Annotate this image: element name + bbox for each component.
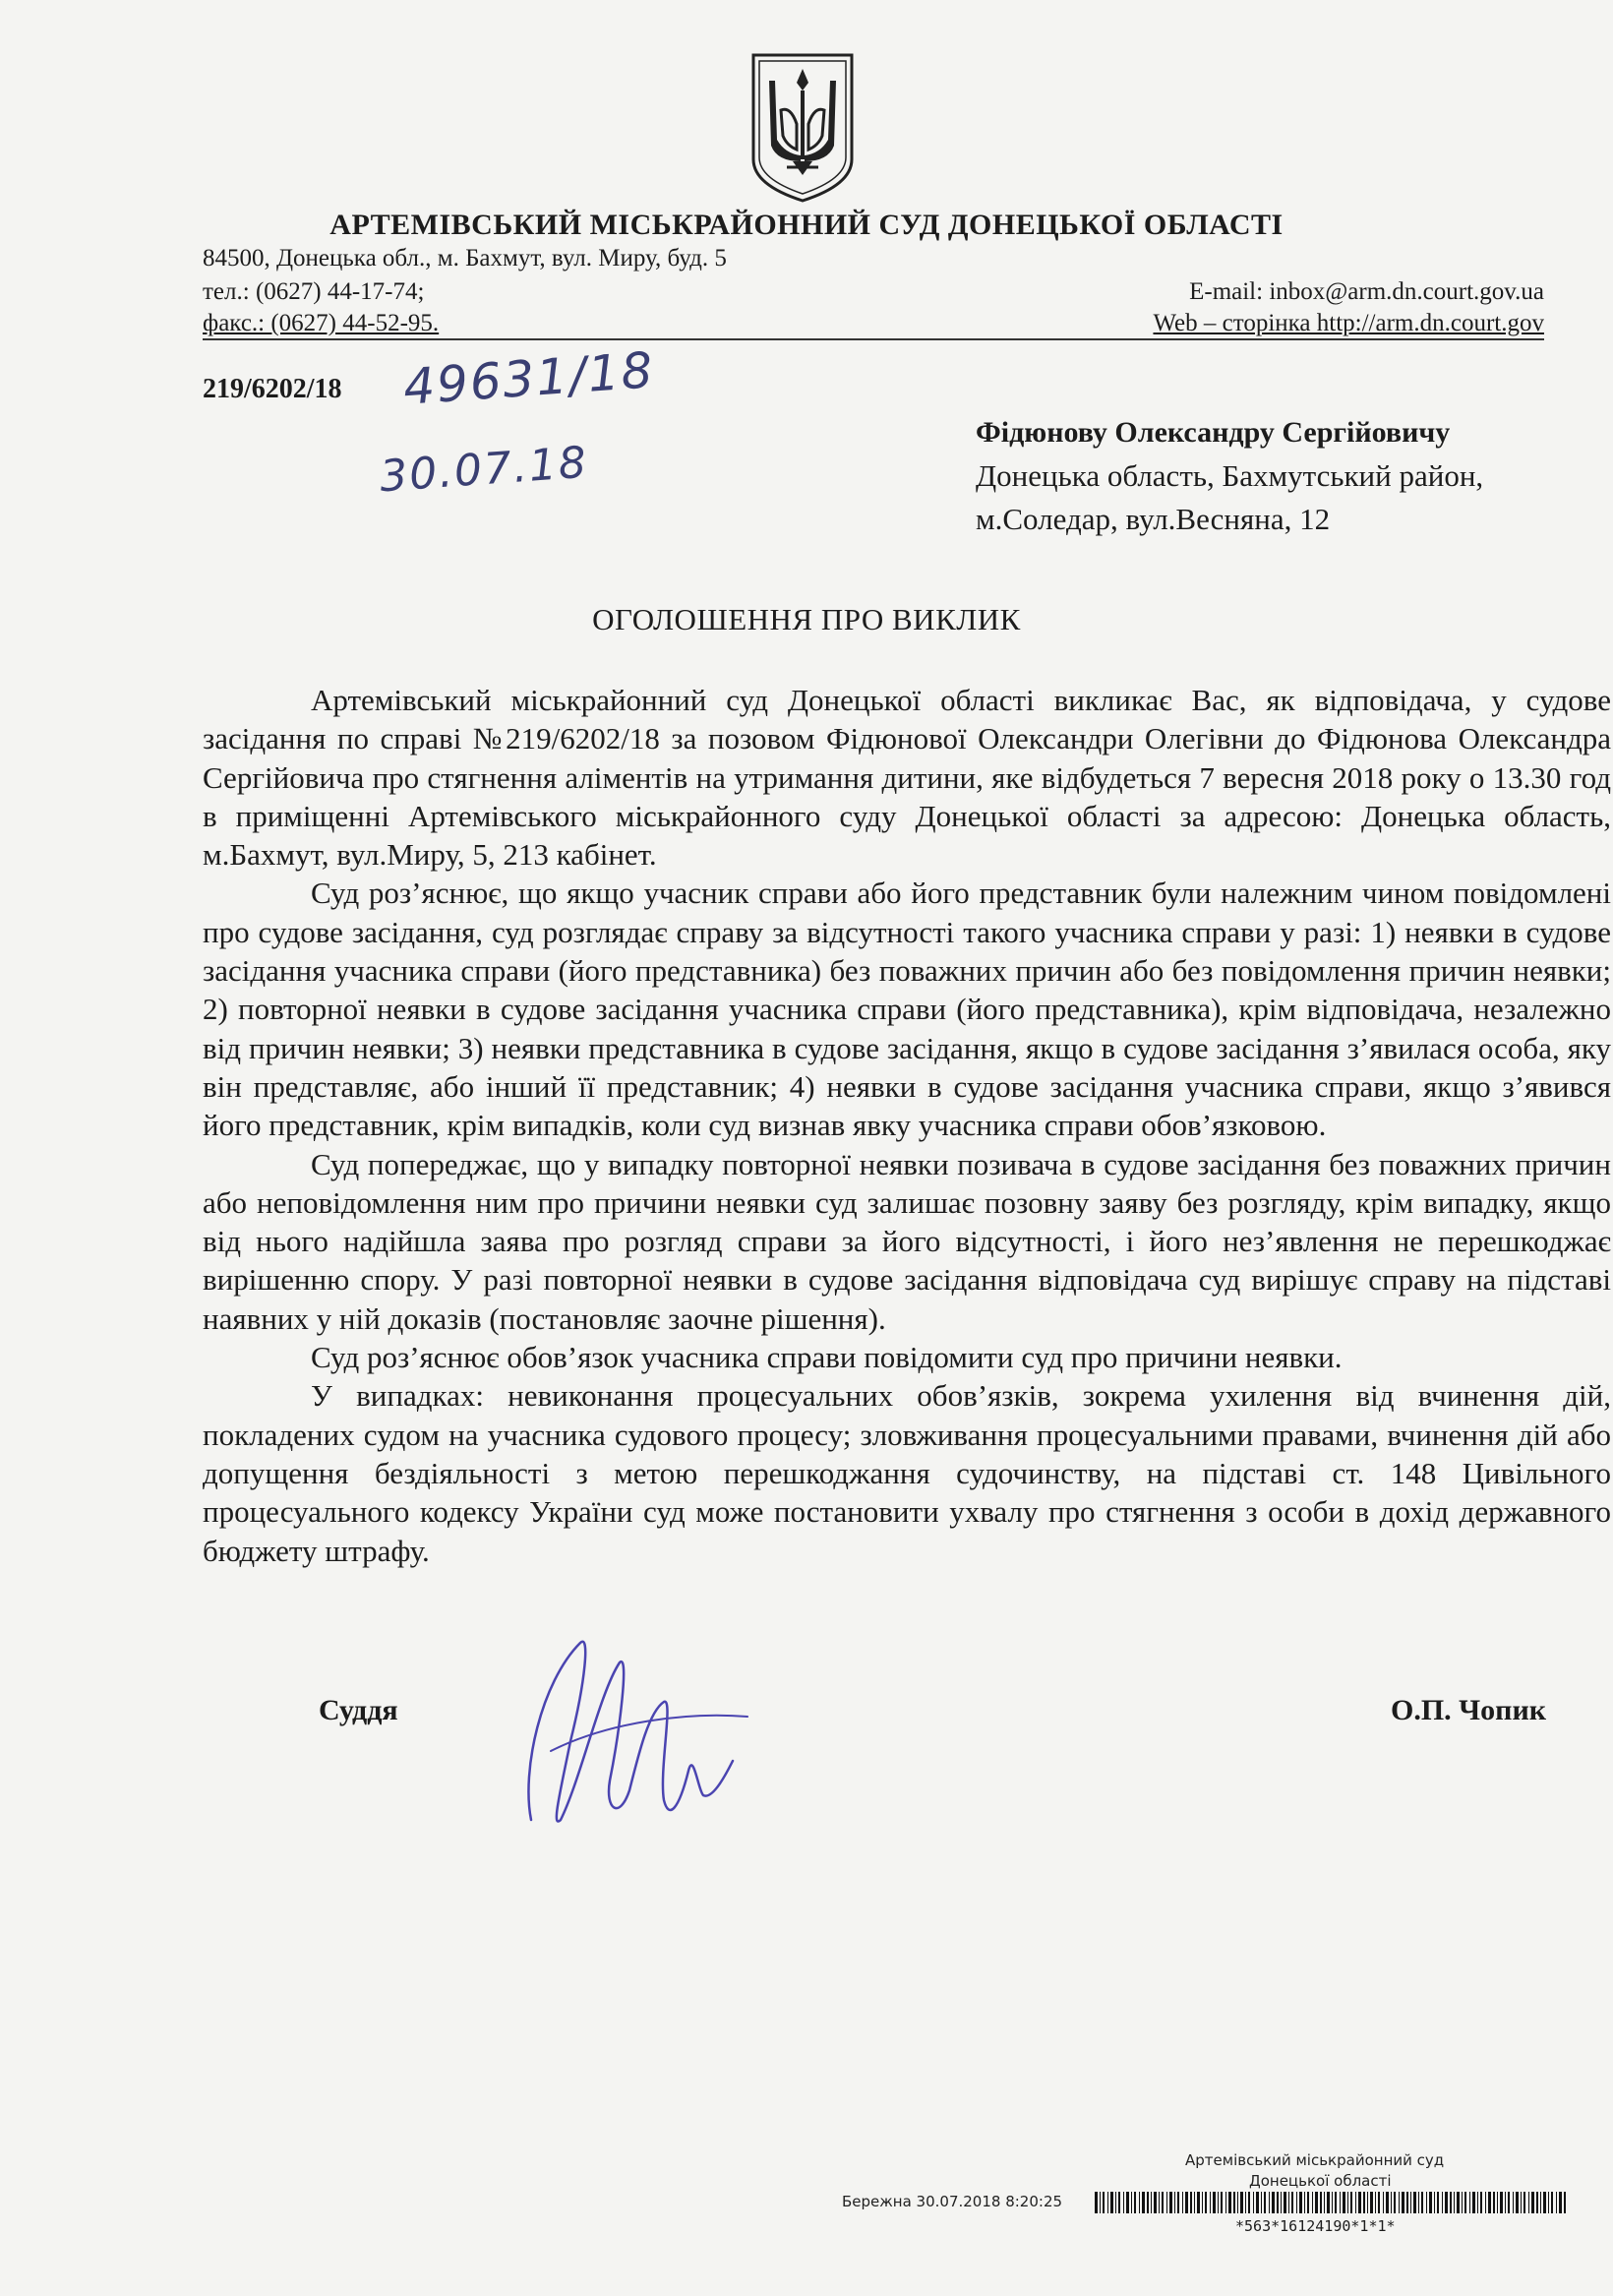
- handwritten-outgoing-number: 49631/18: [401, 341, 657, 416]
- header-divider: [203, 338, 1544, 340]
- case-number: 219/6202/18: [203, 374, 342, 404]
- registration-barcode: [1095, 2192, 1567, 2213]
- recipient-name: Фідюнову Олександру Сергійовичу: [976, 416, 1451, 449]
- court-website: Web – сторінка http://arm.dn.court.gov: [1153, 310, 1544, 336]
- handwritten-date-note: 30.07.18: [378, 437, 590, 503]
- document-title: ОГОЛОШЕННЯ ПРО ВИКЛИК: [592, 602, 1021, 636]
- registration-stamp-org-line1: Артемівський міськрайонний суд: [1185, 2151, 1445, 2169]
- body-paragraph: Суд роз’яснює, що якщо учасник справи або його представник були належним чином повідомлені про судове засідання, суд розглядає справу за відсутності такого учасника справи у разі: 1) неявки в судове засідання учасника справи (його представника) без поважних причин або без повідомлення причин неявки; 2) повторної неявки в судове засідання учасника справи (його представника), крім відповідача, незалежно від причин неявки; 3) неявки представника в судове засідання, якщо в судове засідання з’явилася особа, яку він представляє, або інший її представник; 4) неявки в судове засідання учасника справи, якщо з’явився його представник, крім випадків, коли суд визнав явку учасника справи обов’язковою.: [203, 876, 1611, 1143]
- body-paragraph: У випадках: невиконання процесуальних обов’язків, зокрема ухилення від вчинення дій, покладених судом на учасника судового процесу; зловживання процесуальними правами, вчинення дій або допущення бездіяльності з метою перешкоджання судочинству, на підставі ст. 148 Цивільного процесуального кодексу України суд може постановити ухвалу про стягнення з особи в дохід державного бюджету штрафу.: [203, 1378, 1611, 1568]
- registration-barcode-number: *563*16124190*1*1*: [1235, 2217, 1396, 2235]
- judge-name: О.П. Чопик: [1391, 1694, 1547, 1726]
- handwritten-signature: [492, 1623, 787, 1840]
- body-paragraph: Артемівський міськрайонний суд Донецької області викликає Вас, як відповідача, у судове засідання по справі №219/6202/18 за позовом Фідюнової Олександри Олегівни до Фідюнова Олександра Сергійовича про стягнення аліментів на утримання дитини, яке відбудеться 7 вересня 2018 року о 13.30 год в приміщенні Артемівського міськрайонного суду Донецької області за адресою: Донецька область, м.Бахмут, вул.Миру, 5, 213 кабінет.: [203, 683, 1611, 873]
- body-paragraph: Суд попереджає, що у випадку повторної неявки позивача в судове засідання без поважних причин або неповідомлення ним про причини неявки суд залишає позовну заяву без розгляду, крім випадку, якщо від нього надійшла заява про розгляд справи за його відсутності, і його нез’явлення не перешкоджає вирішенню спору. У разі повторної неявки в судове засідання відповідача суд вирішує справу на підставі наявних у ній доказів (постановляє заочне рішення).: [203, 1146, 1611, 1336]
- registration-stamp-date: Бережна 30.07.2018 8:20:25: [842, 2193, 1063, 2210]
- coat-of-arms-icon: [747, 51, 858, 205]
- registration-stamp-org-line2: Донецької області: [1249, 2172, 1392, 2190]
- court-name: АРТЕМІВСЬКИЙ МІСЬКРАЙОННИЙ СУД ДОНЕЦЬКОЇ ОБЛАСТІ: [329, 209, 1284, 241]
- judge-label: Суддя: [319, 1694, 398, 1726]
- recipient-block: [976, 411, 1585, 541]
- court-email: E-mail: inbox@arm.dn.court.gov.ua: [1189, 278, 1544, 305]
- document-body: [203, 681, 1611, 1570]
- recipient-address-line1: Донецька область, Бахмутський район,: [976, 458, 1484, 493]
- court-address: 84500, Донецька обл., м. Бахмут, вул. Миру, буд. 5: [203, 245, 727, 272]
- body-paragraph: Суд роз’яснює обов’язок учасника справи повідомити суд про причини неявки.: [311, 1340, 1343, 1375]
- court-fax: факс.: (0627) 44-52-95.: [203, 310, 440, 336]
- court-phone: тел.: (0627) 44-17-74;: [203, 278, 425, 305]
- recipient-address-line2: м.Соледар, вул.Весняна, 12: [976, 502, 1331, 536]
